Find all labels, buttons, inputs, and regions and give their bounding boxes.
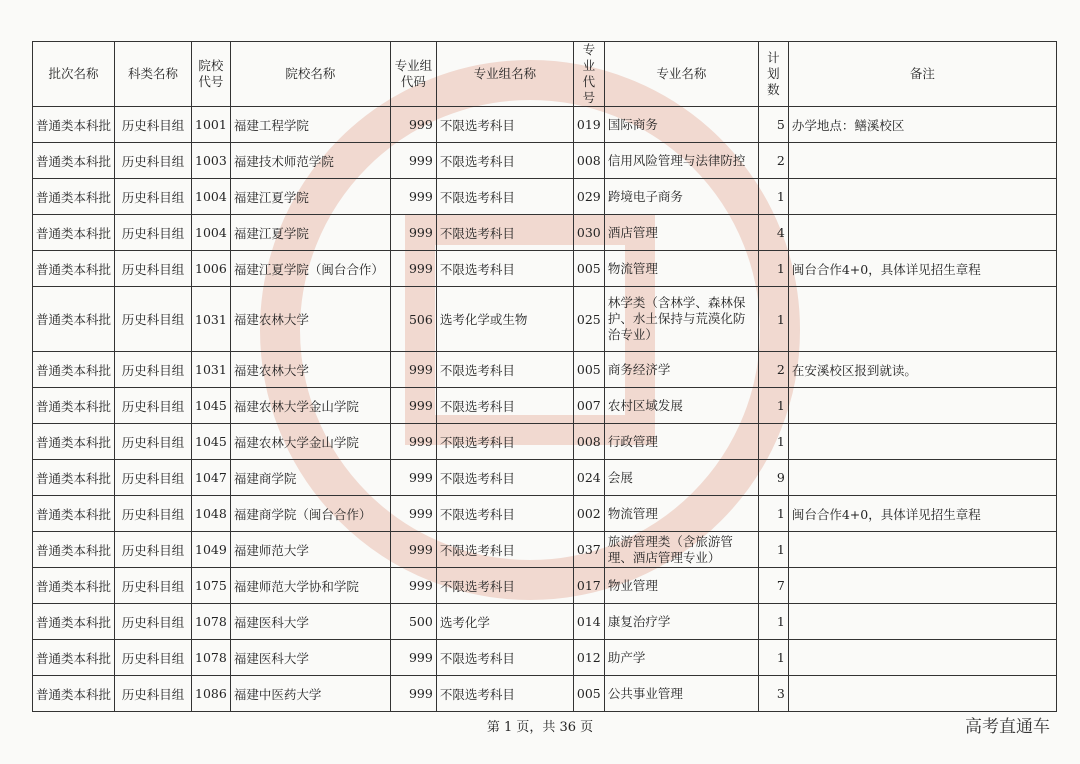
- table-cell: 历史科目组: [115, 388, 192, 424]
- page-number: 第 1 页，共 36 页: [486, 720, 594, 735]
- table-cell: 4: [758, 215, 788, 251]
- table-cell: 1004: [192, 215, 231, 251]
- table-cell: 信用风险管理与法律防控: [604, 143, 758, 179]
- table-cell: 9: [758, 460, 788, 496]
- table-cell: 不限选考科目: [436, 143, 573, 179]
- table-cell: 福建医科大学: [230, 640, 390, 676]
- table-cell: [788, 388, 1056, 424]
- table-cell: [788, 640, 1056, 676]
- table-cell: 历史科目组: [115, 287, 192, 352]
- table-cell: 历史科目组: [115, 532, 192, 568]
- table-cell: 999: [390, 676, 436, 712]
- table-cell: 普通类本科批: [33, 107, 115, 143]
- table-cell: 1031: [192, 287, 231, 352]
- table-cell: 普通类本科批: [33, 251, 115, 287]
- table-cell: 公共事业管理: [604, 676, 758, 712]
- table-cell: 历史科目组: [115, 460, 192, 496]
- table-cell: 不限选考科目: [436, 676, 573, 712]
- table-cell: 跨境电子商务: [604, 179, 758, 215]
- table-cell: 1001: [192, 107, 231, 143]
- table-cell: 普通类本科批: [33, 179, 115, 215]
- table-cell: 选考化学: [436, 604, 573, 640]
- brand-label: 高考直通车: [965, 717, 1050, 737]
- table-cell: 017: [573, 568, 604, 604]
- admission-plan-table: [32, 41, 1057, 712]
- table-cell: 030: [573, 215, 604, 251]
- column-header: 院校代号: [192, 42, 231, 107]
- table-cell: 物流管理: [604, 251, 758, 287]
- table-cell: 999: [390, 179, 436, 215]
- table-cell: 1048: [192, 496, 231, 532]
- table-cell: 福建农林大学金山学院: [230, 388, 390, 424]
- table-cell: 康复治疗学: [604, 604, 758, 640]
- table-cell: [788, 143, 1056, 179]
- table-cell: [788, 424, 1056, 460]
- table-cell: 1047: [192, 460, 231, 496]
- table-cell: 普通类本科批: [33, 215, 115, 251]
- table-cell: 福建师范大学协和学院: [230, 568, 390, 604]
- table-cell: 普通类本科批: [33, 532, 115, 568]
- column-header: 专业组代码: [390, 42, 436, 107]
- table-cell: 1078: [192, 640, 231, 676]
- table-cell: 普通类本科批: [33, 460, 115, 496]
- table-cell: 2: [758, 143, 788, 179]
- table-row: [33, 179, 1057, 215]
- table-cell: 不限选考科目: [436, 640, 573, 676]
- table-cell: 不限选考科目: [436, 388, 573, 424]
- table-row: [33, 424, 1057, 460]
- table-cell: 1: [758, 179, 788, 215]
- table-cell: 999: [390, 215, 436, 251]
- table-cell: 会展: [604, 460, 758, 496]
- table-cell: 999: [390, 568, 436, 604]
- table-cell: 1045: [192, 424, 231, 460]
- table-cell: 1006: [192, 251, 231, 287]
- table-cell: 历史科目组: [115, 604, 192, 640]
- table-cell: 1: [758, 640, 788, 676]
- table-cell: 历史科目组: [115, 496, 192, 532]
- table-cell: [788, 604, 1056, 640]
- column-header: 专业组名称: [436, 42, 573, 107]
- table-cell: 闽台合作4+0，具体详见招生章程: [788, 496, 1056, 532]
- table-cell: 014: [573, 604, 604, 640]
- table-cell: 1: [758, 251, 788, 287]
- table-cell: [788, 676, 1056, 712]
- table-cell: 999: [390, 388, 436, 424]
- table-cell: 1: [758, 604, 788, 640]
- table-cell: 旅游管理类（含旅游管理、酒店管理专业）: [604, 532, 758, 568]
- table-cell: 999: [390, 532, 436, 568]
- column-header: 批次名称: [33, 42, 115, 107]
- table-cell: 1: [758, 287, 788, 352]
- table-cell: 林学类（含林学、森林保护、水土保持与荒漠化防治专业）: [604, 287, 758, 352]
- table-row: [33, 676, 1057, 712]
- table-row: [33, 388, 1057, 424]
- table-cell: 福建农林大学: [230, 352, 390, 388]
- table-cell: 福建师范大学: [230, 532, 390, 568]
- table-row: [33, 496, 1057, 532]
- table-row: [33, 287, 1057, 352]
- table-row: [33, 568, 1057, 604]
- table-cell: 不限选考科目: [436, 251, 573, 287]
- table-cell: 闽台合作4+0，具体详见招生章程: [788, 251, 1056, 287]
- table-cell: 5: [758, 107, 788, 143]
- column-header: 专业代号: [573, 42, 604, 107]
- table-cell: 2: [758, 352, 788, 388]
- table-cell: 历史科目组: [115, 640, 192, 676]
- table-row: [33, 352, 1057, 388]
- table-cell: 999: [390, 460, 436, 496]
- table-cell: 024: [573, 460, 604, 496]
- table-cell: 福建工程学院: [230, 107, 390, 143]
- table-cell: 历史科目组: [115, 676, 192, 712]
- table-cell: 999: [390, 640, 436, 676]
- table-cell: 福建江夏学院（闽台合作）: [230, 251, 390, 287]
- table-cell: 福建技术师范学院: [230, 143, 390, 179]
- table-cell: 1075: [192, 568, 231, 604]
- table-cell: [788, 460, 1056, 496]
- table-cell: 506: [390, 287, 436, 352]
- table-cell: 历史科目组: [115, 568, 192, 604]
- table-cell: 办学地点：鳝溪校区: [788, 107, 1056, 143]
- table-cell: 007: [573, 388, 604, 424]
- table-cell: 历史科目组: [115, 143, 192, 179]
- table-cell: 019: [573, 107, 604, 143]
- table-cell: 005: [573, 352, 604, 388]
- table-cell: 1086: [192, 676, 231, 712]
- table-cell: 国际商务: [604, 107, 758, 143]
- table-cell: 普通类本科批: [33, 143, 115, 179]
- table-cell: 不限选考科目: [436, 496, 573, 532]
- column-header: 专业名称: [604, 42, 758, 107]
- table-cell: 不限选考科目: [436, 424, 573, 460]
- table-row: [33, 251, 1057, 287]
- table-cell: 008: [573, 143, 604, 179]
- table-cell: 999: [390, 424, 436, 460]
- table-cell: 福建商学院（闽台合作）: [230, 496, 390, 532]
- table-row: [33, 215, 1057, 251]
- table-cell: 1: [758, 496, 788, 532]
- table-cell: 历史科目组: [115, 424, 192, 460]
- table-cell: 福建中医药大学: [230, 676, 390, 712]
- table-cell: [788, 532, 1056, 568]
- table-cell: 不限选考科目: [436, 215, 573, 251]
- table-cell: 酒店管理: [604, 215, 758, 251]
- table-cell: 999: [390, 143, 436, 179]
- table-cell: 在安溪校区报到就读。: [788, 352, 1056, 388]
- table-cell: 不限选考科目: [436, 568, 573, 604]
- table-cell: 普通类本科批: [33, 676, 115, 712]
- table-cell: 不限选考科目: [436, 532, 573, 568]
- table-cell: 029: [573, 179, 604, 215]
- table-cell: 037: [573, 532, 604, 568]
- table-cell: 1: [758, 424, 788, 460]
- table-cell: [788, 215, 1056, 251]
- table-cell: 不限选考科目: [436, 352, 573, 388]
- table-cell: 助产学: [604, 640, 758, 676]
- table-cell: 999: [390, 251, 436, 287]
- table-row: [33, 640, 1057, 676]
- table-cell: 历史科目组: [115, 251, 192, 287]
- table-cell: 1031: [192, 352, 231, 388]
- table-cell: 1: [758, 388, 788, 424]
- table-cell: 500: [390, 604, 436, 640]
- table-cell: [788, 179, 1056, 215]
- column-header: 科类名称: [115, 42, 192, 107]
- table-cell: 1045: [192, 388, 231, 424]
- table-cell: 7: [758, 568, 788, 604]
- table-cell: 物流管理: [604, 496, 758, 532]
- table-cell: 福建江夏学院: [230, 179, 390, 215]
- table-cell: 福建农林大学金山学院: [230, 424, 390, 460]
- table-cell: 福建商学院: [230, 460, 390, 496]
- table-cell: 1004: [192, 179, 231, 215]
- table-row: [33, 604, 1057, 640]
- table-cell: 普通类本科批: [33, 352, 115, 388]
- table-cell: 999: [390, 352, 436, 388]
- table-cell: 012: [573, 640, 604, 676]
- table-cell: 普通类本科批: [33, 424, 115, 460]
- table-cell: 008: [573, 424, 604, 460]
- column-header: 计划数: [758, 42, 788, 107]
- table-cell: 物业管理: [604, 568, 758, 604]
- table-cell: 普通类本科批: [33, 388, 115, 424]
- table-cell: [788, 287, 1056, 352]
- table-cell: 1003: [192, 143, 231, 179]
- table-cell: 福建医科大学: [230, 604, 390, 640]
- table-cell: 福建农林大学: [230, 287, 390, 352]
- table-cell: 999: [390, 107, 436, 143]
- table-cell: 999: [390, 496, 436, 532]
- table-header: [33, 42, 1057, 107]
- table-cell: 行政管理: [604, 424, 758, 460]
- table-row: [33, 460, 1057, 496]
- column-header: 备注: [788, 42, 1056, 107]
- table-row: [33, 532, 1057, 568]
- table-cell: 福建江夏学院: [230, 215, 390, 251]
- table-cell: 农村区域发展: [604, 388, 758, 424]
- table-cell: 普通类本科批: [33, 640, 115, 676]
- table-cell: 历史科目组: [115, 107, 192, 143]
- table-cell: 025: [573, 287, 604, 352]
- table-cell: 005: [573, 676, 604, 712]
- table-cell: 商务经济学: [604, 352, 758, 388]
- table-cell: 不限选考科目: [436, 460, 573, 496]
- table-cell: 3: [758, 676, 788, 712]
- table-cell: [788, 568, 1056, 604]
- table-row: [33, 107, 1057, 143]
- table-cell: 普通类本科批: [33, 604, 115, 640]
- column-header: 院校名称: [230, 42, 390, 107]
- table-cell: 历史科目组: [115, 215, 192, 251]
- table-cell: 选考化学或生物: [436, 287, 573, 352]
- table-cell: 005: [573, 251, 604, 287]
- table-cell: 不限选考科目: [436, 107, 573, 143]
- table-cell: 1: [758, 532, 788, 568]
- table-cell: 不限选考科目: [436, 179, 573, 215]
- table-cell: 历史科目组: [115, 179, 192, 215]
- table-cell: 普通类本科批: [33, 287, 115, 352]
- table-cell: 普通类本科批: [33, 568, 115, 604]
- table-cell: 普通类本科批: [33, 496, 115, 532]
- table-cell: 历史科目组: [115, 352, 192, 388]
- table-cell: 1078: [192, 604, 231, 640]
- table-row: [33, 143, 1057, 179]
- table-cell: 002: [573, 496, 604, 532]
- table-cell: 1049: [192, 532, 231, 568]
